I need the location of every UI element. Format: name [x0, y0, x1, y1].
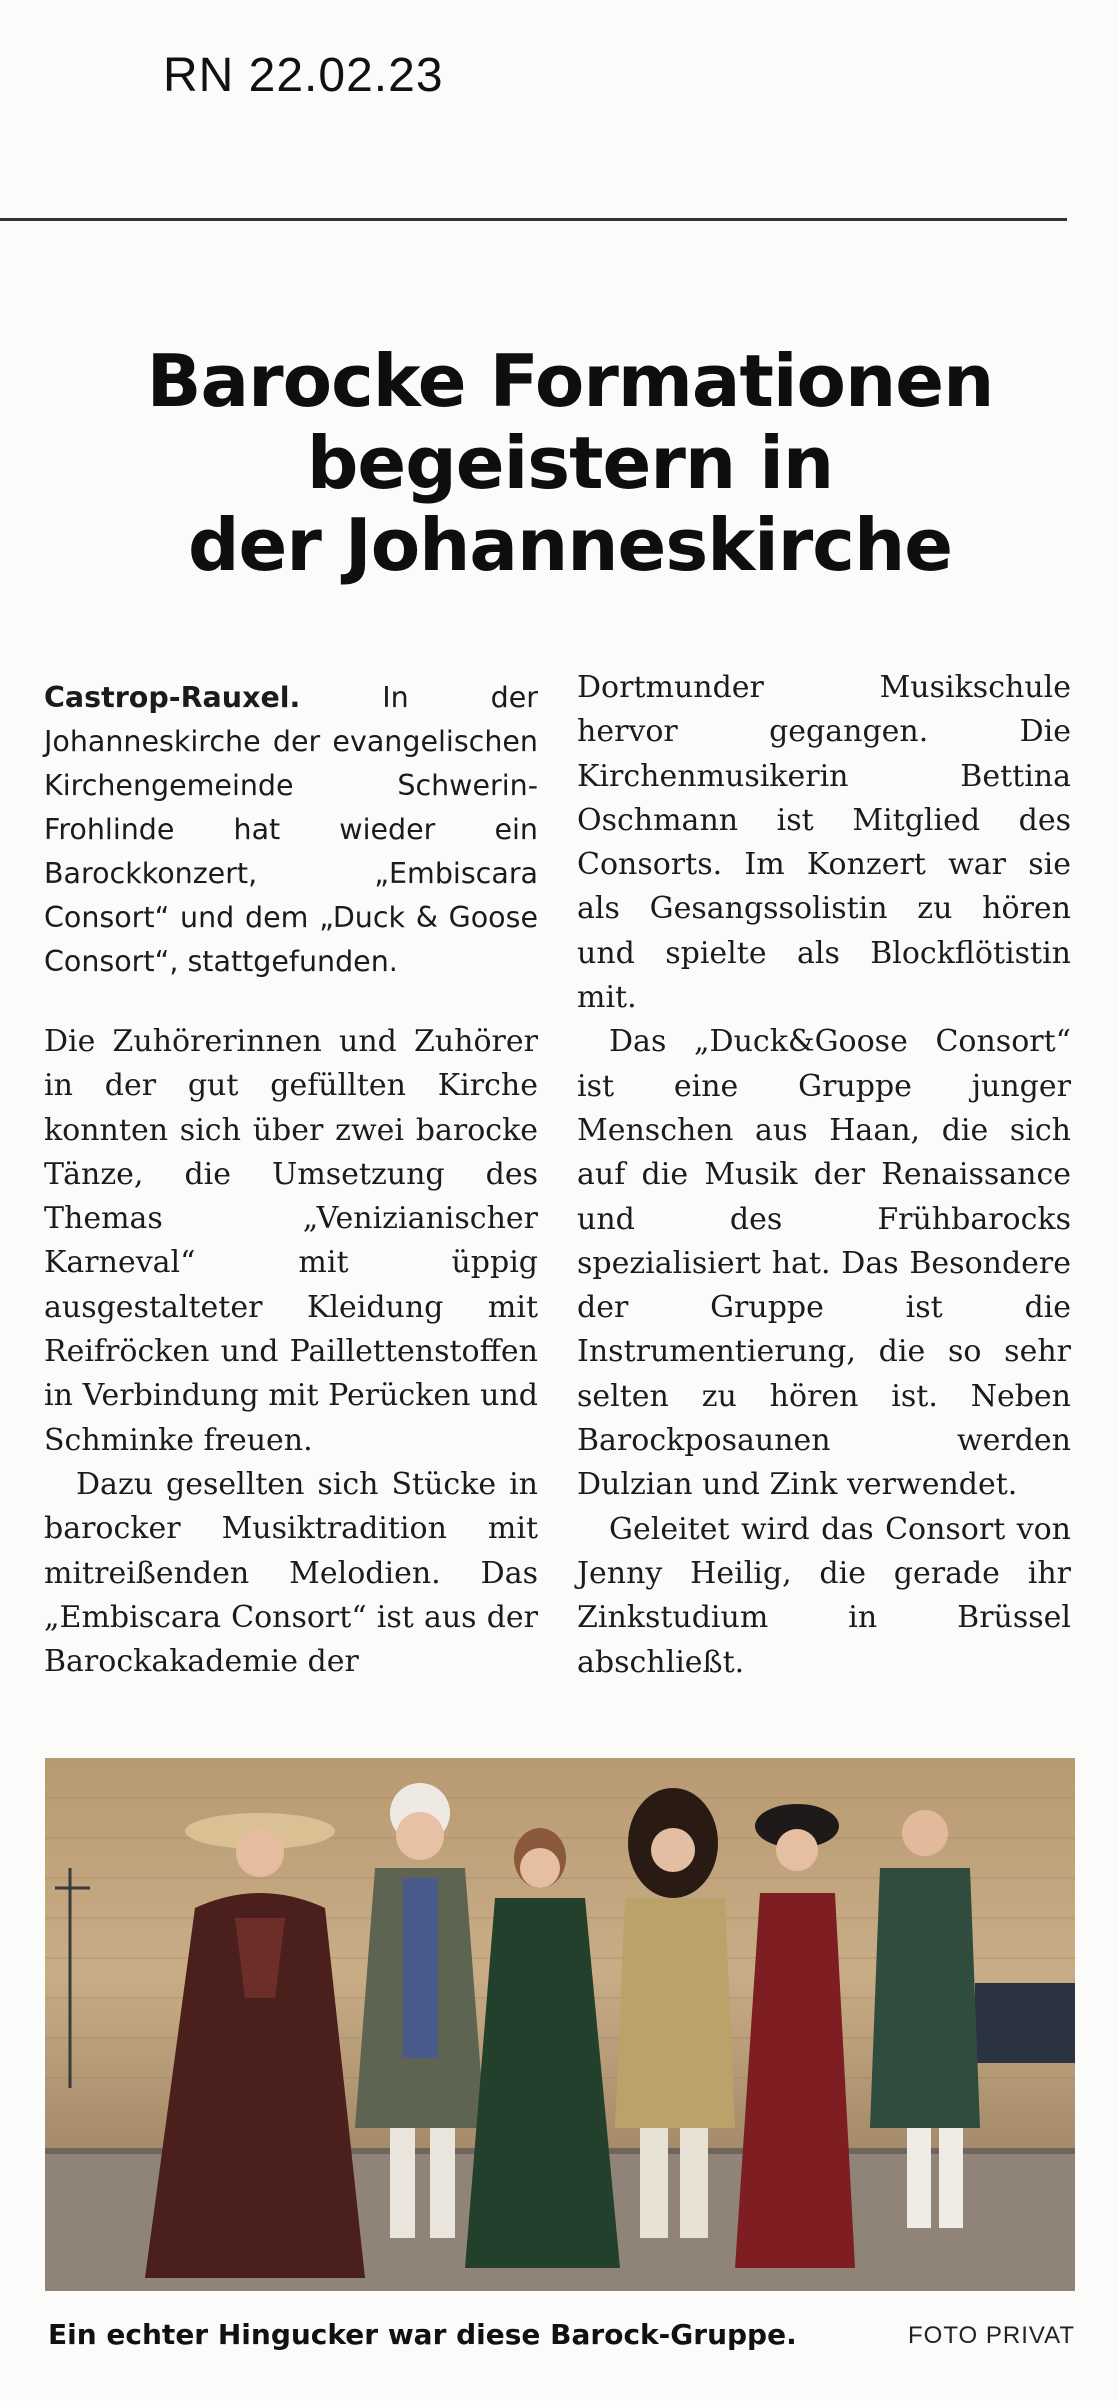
body-paragraph: Die Zuhörerinnen und Zuhörer in der gut gefüllten Kirche konnten sich über zwei barocke Tänze, die Umsetzung des Themas „Venizianischer Karneval“ mit üppig ausgestalteter Kleidung mit Reifröcken und Paillettenstoffen in Verbindung mit Perücken und Schminke freuen.: [44, 1024, 538, 1458]
headline-line-1: Barocke Formationen: [146, 339, 994, 423]
intro-paragraph: [44, 676, 538, 984]
article-column-right: [577, 666, 1071, 1685]
article-column-left: [44, 676, 538, 1684]
body-paragraph: Dazu gesellten sich Stücke in barocker Musiktradition mit mitreißenden Melodien. Das „Embiscara Consort“ ist aus der Barockakademie der: [44, 1466, 538, 1680]
photo-caption: Ein echter Hingucker war diese Barock-Gruppe.: [48, 2318, 797, 2351]
intro-text: In der Johanneskirche der evangelischen Kirchengemeinde Schwerin-Frohlinde hat wieder ein Barockkonzert, „Embiscara Consort“ und dem „Duck & Goose Consort“, stattgefunden.: [44, 681, 538, 978]
body-paragraph: Dortmunder Musikschule hervor gegangen. Die Kirchenmusikerin Bettina Oschmann ist Mitglied des Consorts. Im Konzert war sie als Gesangssolistin zu hören und spielte als Blockflötistin mit.: [577, 670, 1071, 1016]
article-headline: [110, 340, 1030, 586]
dateline: Castrop-Rauxel.: [44, 681, 301, 714]
photo-credit: FOTO PRIVAT: [907, 2322, 1075, 2349]
separator-rule: [0, 218, 1067, 221]
body-paragraph: Das „Duck&Goose Consort“ ist eine Gruppe junger Menschen aus Haan, die sich auf die Musik der Renaissance und des Frühbarocks spezialisiert hat. Das Besondere der Gruppe ist die Instrumentierung, die so sehr selten zu hören ist. Neben Barockposaunen werden Dulzian und Zink verwendet.: [577, 1024, 1071, 1503]
headline-line-2: begeistern in: [306, 421, 834, 505]
group-photo: [45, 1758, 1075, 2291]
body-paragraph: Geleitet wird das Consort von Jenny Heilig, die gerade ihr Zinkstudium in Brüssel abschließt.: [577, 1511, 1071, 1680]
headline-line-3: der Johanneskirche: [187, 503, 953, 587]
clipping-date-label: RN 22.02.23: [163, 49, 444, 102]
